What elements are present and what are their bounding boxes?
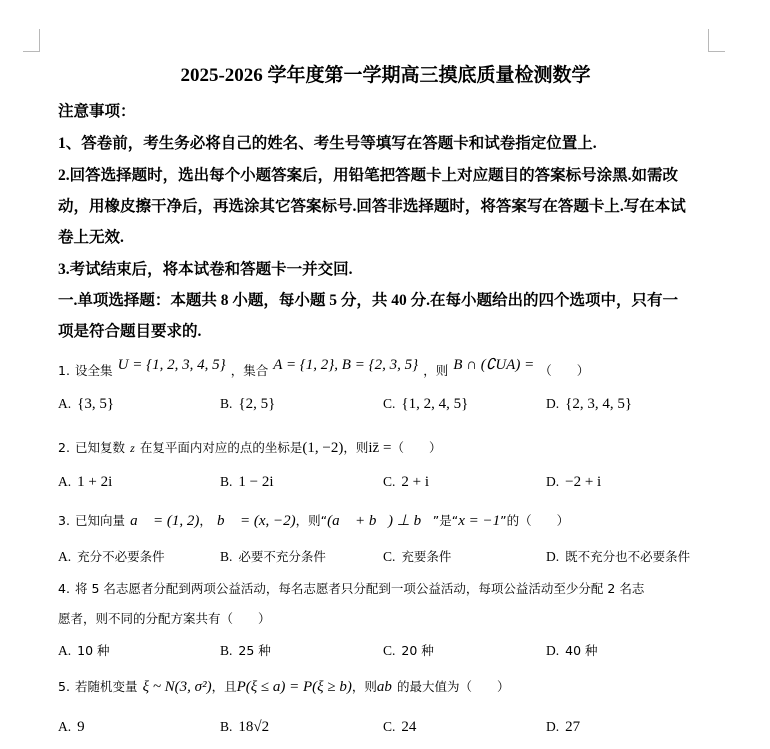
option-value: 20 种: [401, 643, 434, 658]
option-1a: [58, 396, 114, 413]
question-number: 1.: [58, 363, 70, 378]
option-label: A.: [58, 474, 72, 489]
option-1c: [383, 396, 468, 413]
option-value: 必要不充分条件: [238, 549, 326, 564]
option-2d: [546, 474, 601, 491]
option-value: −2 + i: [565, 474, 602, 490]
answer-blank: ”的（ ）: [500, 513, 570, 528]
option-4d: [546, 641, 598, 659]
answer-blank: 的最大值为（ ）: [396, 679, 510, 694]
page-corner-mark-left: [23, 29, 40, 52]
math-expression: b⃗ = (x, −2): [217, 513, 296, 529]
note-item-1: 1、答卷前，考生务必将自己的姓名、考生号等填写在答题卡和试卷指定位置上.: [58, 135, 597, 152]
option-label: D.: [546, 549, 560, 564]
math-expression: U = {1, 2, 3, 4, 5}: [117, 357, 226, 373]
question-text: ，则: [423, 363, 449, 378]
option-3d: [546, 547, 690, 565]
math-expression: x = −1: [458, 513, 501, 529]
option-value: {1, 2, 4, 5}: [401, 396, 469, 412]
option-label: B.: [220, 549, 233, 564]
math-expression: A = {1, 2}, B = {2, 3, 5}: [273, 357, 419, 373]
option-label: C.: [383, 643, 396, 658]
option-4a: [58, 641, 110, 659]
option-2b: [220, 474, 274, 491]
option-value: 40 种: [565, 643, 598, 658]
math-expression: B ∩ (∁UA) =: [453, 357, 535, 373]
option-label: A.: [58, 643, 72, 658]
option-value: {2, 3, 4, 5}: [565, 396, 633, 412]
option-value: 10 种: [77, 643, 110, 658]
math-expression: ab: [376, 679, 392, 695]
option-value: 充要条件: [401, 549, 452, 564]
option-value: 2 + i: [401, 474, 430, 490]
option-3b: [220, 547, 326, 565]
answer-blank: （ ）: [539, 363, 590, 378]
question-4-cont: 愿者，则不同的分配方案共有（ ）: [58, 611, 271, 626]
option-value: 1 + 2i: [77, 474, 113, 490]
option-1b: [220, 396, 275, 413]
question-number: 4.: [58, 581, 70, 596]
question-text: ”是“: [432, 513, 459, 528]
option-value: 充分不必要条件: [77, 549, 165, 564]
option-label: C.: [383, 549, 396, 564]
option-1d: [546, 396, 632, 413]
note-item-3: 3.考试结束后，将本试卷和答题卡一并交回.: [58, 261, 353, 278]
notes-heading: 注意事项：: [58, 103, 136, 120]
question-text: 若随机变量: [75, 679, 138, 694]
option-label: C.: [383, 396, 396, 411]
question-3: [58, 510, 569, 530]
option-label: B.: [220, 396, 233, 411]
option-value: {3, 5}: [77, 396, 115, 412]
note-item-2: 2.回答选择题时，选出每个小题答案后，用铅笔把答题卡上对应题目的答案标号涂黑.如需改: [58, 167, 679, 184]
section-heading-cont: 项是符合题目要求的.: [58, 323, 202, 340]
question-text: ，且: [211, 679, 237, 694]
exam-title: 2025-2026 学年度第一学期高三摸底质量检测数学: [180, 65, 591, 86]
page-corner-mark-right: [708, 29, 725, 52]
option-label: B.: [220, 474, 233, 489]
option-value: 9: [77, 719, 85, 735]
option-value: 18√2: [238, 719, 270, 735]
question-text: 已知向量: [75, 513, 126, 528]
option-label: A.: [58, 719, 72, 734]
math-expression: (1, −2): [302, 440, 344, 456]
math-expression: a⃗ = (1, 2): [130, 513, 200, 529]
option-5c: [383, 719, 416, 736]
option-value: 25 种: [238, 643, 271, 658]
question-number: 3.: [58, 513, 70, 528]
question-text: ，则: [351, 679, 377, 694]
note-item-2-end: 卷上无效.: [58, 229, 124, 246]
option-label: D.: [546, 643, 560, 658]
option-3c: [383, 547, 451, 565]
question-text: ，集合: [230, 363, 269, 378]
option-value: 27: [565, 719, 581, 735]
section-heading: 一.单项选择题：本题共 8 小题，每小题 5 分，共 40 分.在每小题给出的四个选项中，只有一: [58, 292, 679, 309]
option-label: B.: [220, 719, 233, 734]
option-5b: [220, 719, 269, 736]
option-label: D.: [546, 396, 560, 411]
math-expression: P(ξ ≤ a) = P(ξ ≥ b): [236, 679, 352, 695]
option-value: 1 − 2i: [238, 474, 274, 490]
option-label: A.: [58, 549, 72, 564]
question-text: 设全集: [75, 363, 113, 378]
option-label: D.: [546, 719, 560, 734]
option-2c: [383, 474, 429, 491]
question-2: [58, 437, 441, 457]
option-label: C.: [383, 719, 396, 734]
option-value: 既不充分也不必要条件: [565, 549, 691, 564]
question-text: 将 5 名志愿者分配到两项公益活动，每名志愿者只分配到一项公益活动，每项公益活动至少分配 2 名志: [75, 581, 645, 596]
math-expression: iz̄ =: [368, 440, 392, 456]
option-label: B.: [220, 643, 233, 658]
option-value: {2, 5}: [238, 396, 276, 412]
question-5: [58, 676, 509, 696]
option-label: D.: [546, 474, 560, 489]
option-value: 24: [401, 719, 417, 735]
question-number: 2.: [58, 440, 70, 455]
option-label: A.: [58, 396, 72, 411]
question-4: [58, 578, 644, 597]
option-5d: [546, 719, 580, 736]
question-text: ，: [199, 513, 212, 528]
option-label: C.: [383, 474, 396, 489]
answer-blank: （ ）: [391, 440, 442, 455]
question-text: 在复平面内对应的点的坐标是: [139, 440, 303, 455]
math-expression: ξ ~ N(3, σ²): [142, 679, 212, 695]
question-number: 5.: [58, 679, 70, 694]
math-expression: (a⃗ + b⃗) ⊥ b⃗: [327, 513, 433, 529]
question-text: ，则: [343, 440, 369, 455]
option-4b: [220, 641, 271, 659]
option-5a: [58, 719, 85, 736]
option-3a: [58, 547, 165, 565]
question-text: 已知复数: [75, 440, 126, 455]
option-4c: [383, 641, 434, 659]
note-item-2-cont: 动，用橡皮擦干净后，再选涂其它答案标号.回答非选择题时，将答案写在答题卡上.写在本试: [58, 198, 686, 215]
question-text: ，则“: [295, 513, 328, 528]
question-1: [58, 355, 589, 379]
option-2a: [58, 474, 112, 491]
math-expression: z: [130, 441, 135, 455]
